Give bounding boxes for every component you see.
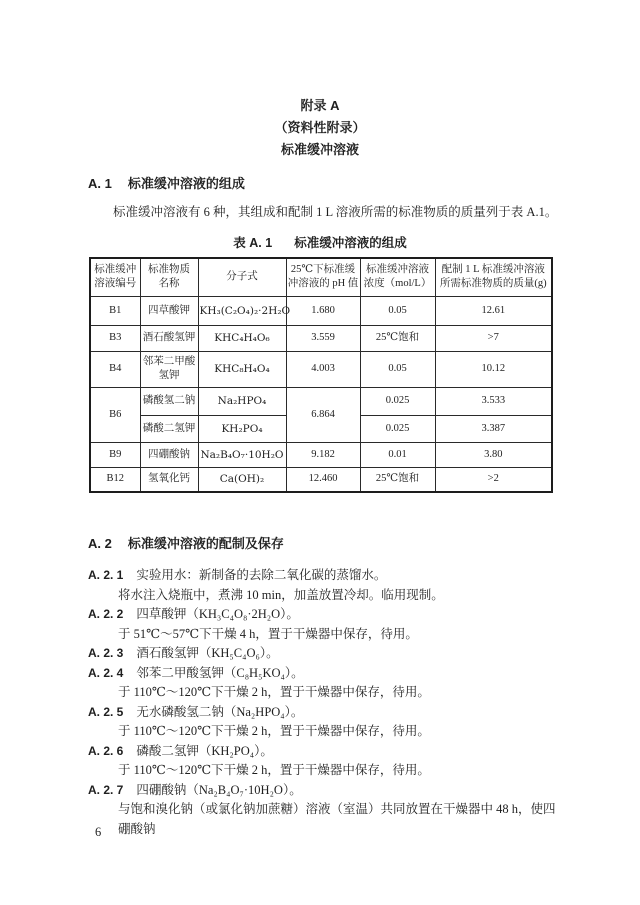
clause-line [88, 742, 566, 762]
cell-buffer-id: B6 [90, 387, 140, 442]
cell-mass: 3.387 [435, 415, 552, 442]
clause-number: A. 2. 3 [88, 646, 124, 660]
section-a1-number: A. 1 [88, 176, 112, 191]
cell-formula: KH₂PO₄ [198, 415, 286, 442]
cell-ph: 1.680 [286, 296, 360, 325]
table-row-b3 [90, 325, 552, 351]
clause-detail: 于 110℃～120℃下干燥 2 h，置于干燥器中保存，待用。 [118, 724, 430, 738]
header-cell-buffer-id: 标准缓冲 溶液编号 [90, 258, 140, 296]
cell-formula: KH₃(C₂O₄)₂·2H₂O [198, 296, 286, 325]
cell-substance-name: 邻苯二甲酸氢钾 [140, 351, 198, 387]
clause-a2-6 [88, 742, 566, 781]
clause-line [88, 703, 566, 723]
table-caption [0, 233, 640, 251]
section-a1-heading [88, 173, 245, 192]
page-number: 6 [95, 825, 102, 839]
clause-number: A. 2. 2 [88, 607, 124, 621]
table-header-row [90, 258, 552, 296]
cell-substance-name: 四草酸钾 [140, 296, 198, 325]
clause-line [88, 664, 566, 684]
cell-concentration: 0.05 [360, 296, 435, 325]
cell-mass: 12.61 [435, 296, 552, 325]
table-row-b12 [90, 467, 552, 492]
intro-paragraph: 标准缓冲溶液有 6 种，其组成和配制 1 L 溶液所需的标准物质的质量列于表 A.1。 [113, 205, 558, 219]
clause-text: 实验用水：新制备的去除二氧化碳的蒸馏水。 [136, 568, 387, 582]
clause-detail: 于 110℃～120℃下干燥 2 h，置于干燥器中保存，待用。 [118, 763, 430, 777]
table-caption-label: 表 A. 1 [233, 236, 273, 250]
clause-line [88, 644, 566, 664]
cell-formula: Na₂HPO₄ [198, 387, 286, 415]
clause-number: A. 2. 1 [88, 568, 124, 582]
clause-a2-3 [88, 644, 566, 664]
cell-formula: Ca(OH)₂ [198, 467, 286, 492]
appendix-type: （资料性附录） [274, 120, 366, 135]
clause-a2-1 [88, 566, 566, 605]
header-cell-concentration: 标准缓冲溶液 浓度（mol/L） [360, 258, 435, 296]
cell-substance-name: 磷酸氢二钠 [140, 387, 198, 415]
cell-ph: 6.864 [286, 387, 360, 442]
clause-detail: 与饱和溴化钠（或氯化钠加蔗糖）溶液（室温）共同放置在干燥器中 48 h，使四硼酸钠 [118, 802, 556, 836]
clause-detail: 于 110℃～120℃下干燥 2 h，置于干燥器中保存，待用。 [118, 685, 430, 699]
cell-concentration: 0.025 [360, 415, 435, 442]
cell-ph: 9.182 [286, 442, 360, 467]
clause-a2-7 [88, 781, 566, 840]
cell-formula: Na₂B₄O₇·10H₂O [198, 442, 286, 467]
clause-number: A. 2. 6 [88, 743, 124, 758]
section-a2-number: A. 2 [88, 536, 112, 551]
clause-text: 磷酸二氢钾（KH₂PO₄）。 [136, 743, 273, 758]
cell-buffer-id: B1 [90, 296, 140, 325]
cell-mass: >2 [435, 467, 552, 492]
header-cell-mass: 配制 1 L 标准缓冲溶液 所需标准物质的质量(g) [435, 258, 552, 296]
cell-concentration: 25℃饱和 [360, 467, 435, 492]
header-cell-substance: 标准物质 名称 [140, 258, 198, 296]
cell-concentration: 25℃饱和 [360, 325, 435, 351]
cell-mass: 3.533 [435, 387, 552, 415]
section-a2-clauses [88, 566, 566, 839]
cell-buffer-id: B4 [90, 351, 140, 387]
clause-text: 四草酸钾（KH₃C₄O₈·2H₂O）。 [136, 607, 299, 621]
clause-number: A. 2. 5 [88, 704, 124, 719]
cell-formula: KHC₄H₄O₆ [198, 325, 286, 351]
section-a2-heading [88, 533, 284, 552]
section-a1-title: 标准缓冲溶液的组成 [127, 176, 245, 191]
clause-text: 四硼酸钠（Na₂B₄O₇·10H₂O）。 [136, 782, 302, 797]
clause-text: 无水磷酸氢二钠（Na₂HPO₄）。 [136, 704, 304, 719]
appendix-label: 附录 A [300, 98, 340, 113]
clause-line [88, 781, 566, 801]
clause-line [88, 605, 566, 625]
clause-number: A. 2. 7 [88, 782, 124, 797]
cell-concentration: 0.025 [360, 387, 435, 415]
cell-mass: >7 [435, 325, 552, 351]
table-caption-title: 标准缓冲溶液的组成 [294, 236, 407, 250]
cell-substance-name: 磷酸二氢钾 [140, 415, 198, 442]
cell-ph: 3.559 [286, 325, 360, 351]
clause-detail: 将水注入烧瓶中，煮沸 10 min，加盖放置冷却。临用现制。 [118, 587, 444, 602]
clause-text: 酒石酸氢钾（KH₅C₄O₆）。 [136, 646, 279, 660]
clause-text: 邻苯二甲酸氢钾（C₈H₅KO₄）。 [136, 665, 304, 680]
appendix-title: 标准缓冲溶液 [280, 142, 359, 157]
cell-ph: 4.003 [286, 351, 360, 387]
header-cell-formula: 分子式 [198, 258, 286, 296]
clause-a2-5 [88, 703, 566, 742]
table-row-b1 [90, 296, 552, 325]
clause-a2-4 [88, 664, 566, 703]
cell-mass: 3.80 [435, 442, 552, 467]
buffer-table [89, 257, 553, 493]
section-a2-title: 标准缓冲溶液的配制及保存 [127, 536, 284, 551]
cell-mass: 10.12 [435, 351, 552, 387]
clause-line [88, 566, 566, 586]
cell-buffer-id: B12 [90, 467, 140, 492]
table-row-b6-a [90, 387, 552, 415]
cell-concentration: 0.05 [360, 351, 435, 387]
cell-buffer-id: B3 [90, 325, 140, 351]
cell-concentration: 0.01 [360, 442, 435, 467]
cell-substance-name: 氢氧化钙 [140, 467, 198, 492]
table-row-b9 [90, 442, 552, 467]
appendix-header [0, 95, 640, 161]
cell-ph: 12.460 [286, 467, 360, 492]
cell-substance-name: 酒石酸氢钾 [140, 325, 198, 351]
table-row-b4 [90, 351, 552, 387]
cell-buffer-id: B9 [90, 442, 140, 467]
clause-a2-2 [88, 605, 566, 644]
clause-detail: 于 51℃～57℃下干燥 4 h，置于干燥器中保存，待用。 [118, 626, 418, 641]
cell-substance-name: 四硼酸钠 [140, 442, 198, 467]
cell-formula: KHC₈H₄O₄ [198, 351, 286, 387]
clause-number: A. 2. 4 [88, 665, 124, 680]
header-cell-ph: 25℃下标准缓 冲溶液的 pH 值 [286, 258, 360, 296]
